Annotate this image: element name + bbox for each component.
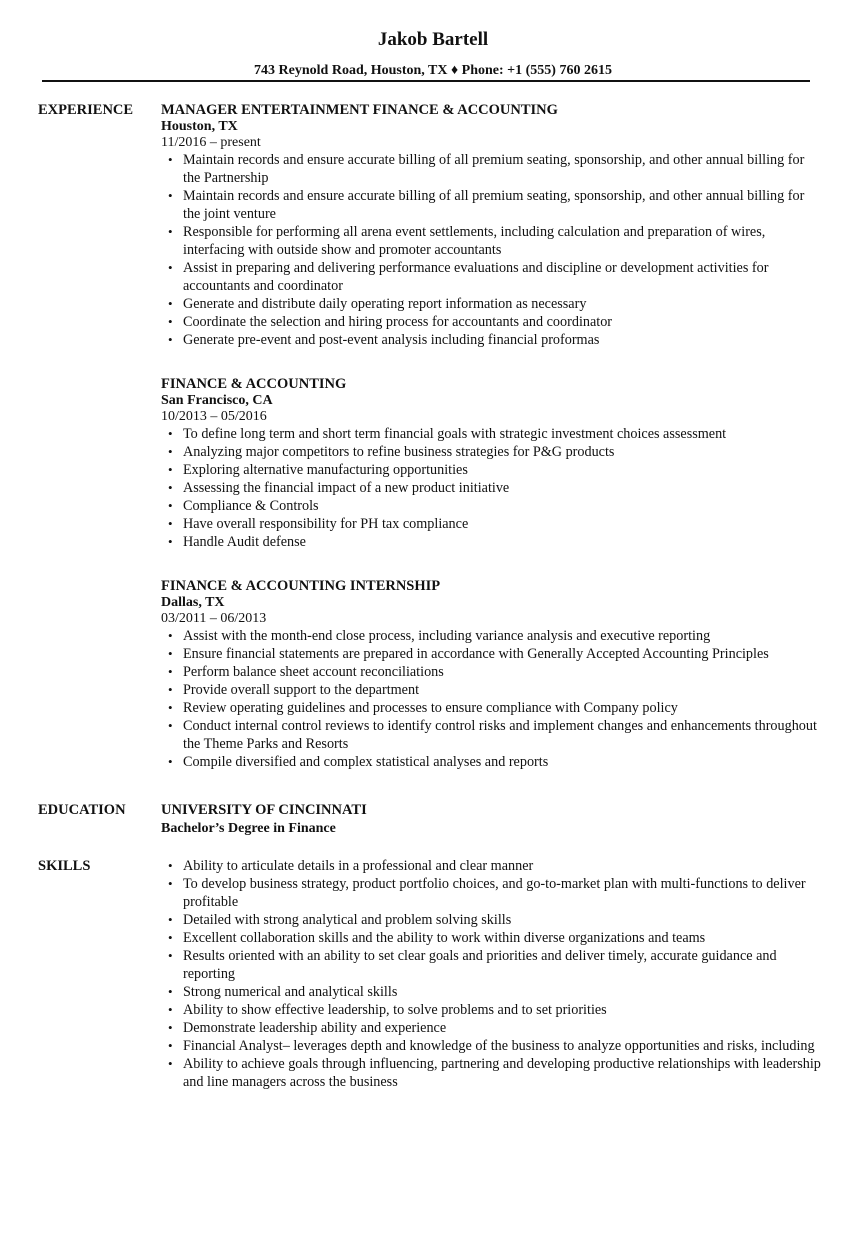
list-item: • Responsible for performing all arena event settlements, including calculation and preparation of wires, interfacing with outside show and promoter accountants — [168, 224, 766, 258]
list-item: • Generate and distribute daily operating report information as necessary — [168, 296, 587, 312]
job-entry-1 — [161, 101, 821, 349]
bullet-icon: • — [168, 858, 173, 873]
job-location: San Francisco, CA — [161, 393, 273, 408]
job-dates: 10/2013 – 05/2016 — [161, 409, 267, 424]
list-item: • Demonstrate leadership ability and experience — [168, 1020, 447, 1036]
bullet-icon: • — [168, 534, 173, 549]
job-dates: 11/2016 – present — [161, 135, 261, 150]
list-item: • Excellent collaboration skills and the ability to work within diverse organizations and teams — [168, 930, 706, 946]
job-location: Houston, TX — [161, 119, 238, 134]
bullet-icon: • — [168, 646, 173, 661]
bullet-icon: • — [168, 462, 173, 477]
job-bullets — [161, 627, 821, 771]
experience-heading: EXPERIENCE — [38, 102, 134, 118]
education-entry — [161, 801, 821, 837]
list-item: • Assessing the financial impact of a new product initiative — [168, 480, 510, 496]
list-item: • Generate pre-event and post-event analysis including financial proformas — [168, 332, 600, 348]
bullet-icon: • — [168, 152, 173, 167]
list-item: • Maintain records and ensure accurate billing of all premium seating, sponsorship, and other annual billing for the joint venture — [168, 188, 805, 222]
job-entry-3 — [161, 577, 821, 771]
job-entry-2 — [161, 375, 821, 551]
list-item: • Conduct internal control reviews to identify control risks and implement changes and enhancements throughout the Theme Parks and Resorts — [168, 718, 817, 752]
bullet-icon: • — [168, 664, 173, 679]
list-item: • Coordinate the selection and hiring process for accountants and coordinator — [168, 314, 613, 330]
job-bullets — [161, 425, 821, 551]
list-item: • Ability to articulate details in a professional and clear manner — [168, 858, 534, 874]
list-item: • Compliance & Controls — [168, 498, 319, 514]
bullet-icon: • — [168, 930, 173, 945]
job-bullets — [161, 151, 821, 349]
bullet-icon: • — [168, 682, 173, 697]
bullet-icon: • — [168, 332, 173, 347]
job-location: Dallas, TX — [161, 595, 225, 610]
list-item: • Maintain records and ensure accurate billing of all premium seating, sponsorship, and other annual billing for the Partnership — [168, 152, 805, 186]
list-item: • To define long term and short term financial goals with strategic investment choices assessment — [168, 426, 727, 442]
list-item: • Strong numerical and analytical skills — [168, 984, 398, 1000]
list-item: • Provide overall support to the department — [168, 682, 420, 698]
bullet-icon: • — [168, 260, 173, 275]
list-item: • Assist in preparing and delivering performance evaluations and discipline or development activities for accountants and coordinator — [168, 260, 769, 294]
list-item: • Compile diversified and complex statistical analyses and reports — [168, 754, 549, 770]
candidate-name: Jakob Bartell — [377, 29, 489, 50]
list-item: • Handle Audit defense — [168, 534, 306, 550]
bullet-icon: • — [168, 718, 173, 733]
bullet-icon: • — [168, 1056, 173, 1071]
list-item: • Analyzing major competitors to refine business strategies for P&G products — [168, 444, 615, 460]
bullet-icon: • — [168, 984, 173, 999]
bullet-icon: • — [168, 1038, 173, 1053]
list-item: • Review operating guidelines and processes to ensure compliance with Company policy — [168, 700, 678, 716]
list-item: • Detailed with strong analytical and problem solving skills — [168, 912, 512, 928]
list-item: • Ensure financial statements are prepared in accordance with Generally Accepted Accounting Principles — [168, 646, 769, 662]
bullet-icon: • — [168, 700, 173, 715]
bullet-icon: • — [168, 876, 173, 891]
skills-bullets — [161, 857, 821, 1091]
bullet-icon: • — [168, 628, 173, 643]
bullet-icon: • — [168, 498, 173, 513]
bullet-icon: • — [168, 314, 173, 329]
education-heading: EDUCATION — [38, 802, 126, 818]
job-title: FINANCE & ACCOUNTING INTERNSHIP — [161, 578, 441, 594]
bullet-icon: • — [168, 516, 173, 531]
list-item: • Ability to achieve goals through influencing, partnering and developing productive relationships with leadership and line managers across the business — [168, 1056, 821, 1090]
contact-line: 743 Reynold Road, Houston, TX ♦ Phone: +1 (555) 760 2615 — [254, 63, 612, 78]
school-name: UNIVERSITY OF CINCINNATI — [161, 802, 367, 818]
header-divider — [42, 80, 810, 82]
list-item: • Financial Analyst– leverages depth and knowledge of the business to analyze opportunities and risks, including — [168, 1038, 815, 1054]
job-dates: 03/2011 – 06/2013 — [161, 611, 267, 626]
bullet-icon: • — [168, 444, 173, 459]
bullet-icon: • — [168, 224, 173, 239]
job-title: MANAGER ENTERTAINMENT FINANCE & ACCOUNTING — [161, 102, 558, 118]
list-item: • Results oriented with an ability to set clear goals and priorities and deliver timely, accurate guidance and reporting — [168, 948, 777, 982]
list-item: • To develop business strategy, product portfolio choices, and go-to-market plan with multi-functions to deliver profitable — [168, 876, 806, 910]
list-item: • Ability to show effective leadership, to solve problems and to set priorities — [168, 1002, 607, 1018]
bullet-icon: • — [168, 188, 173, 203]
bullet-icon: • — [168, 480, 173, 495]
list-item: • Exploring alternative manufacturing opportunities — [168, 462, 468, 478]
degree: Bachelor’s Degree in Finance — [161, 821, 336, 836]
skills-heading: SKILLS — [38, 858, 91, 874]
list-item: • Perform balance sheet account reconciliations — [168, 664, 444, 680]
list-item: • Have overall responsibility for PH tax compliance — [168, 516, 469, 532]
bullet-icon: • — [168, 296, 173, 311]
job-title: FINANCE & ACCOUNTING — [161, 376, 347, 392]
bullet-icon: • — [168, 1002, 173, 1017]
list-item: • Assist with the month-end close process, including variance analysis and executive reporting — [168, 628, 711, 644]
bullet-icon: • — [168, 1020, 173, 1035]
bullet-icon: • — [168, 754, 173, 769]
skills-entry — [161, 857, 821, 1091]
bullet-icon: • — [168, 948, 173, 963]
bullet-icon: • — [168, 912, 173, 927]
bullet-icon: • — [168, 426, 173, 441]
